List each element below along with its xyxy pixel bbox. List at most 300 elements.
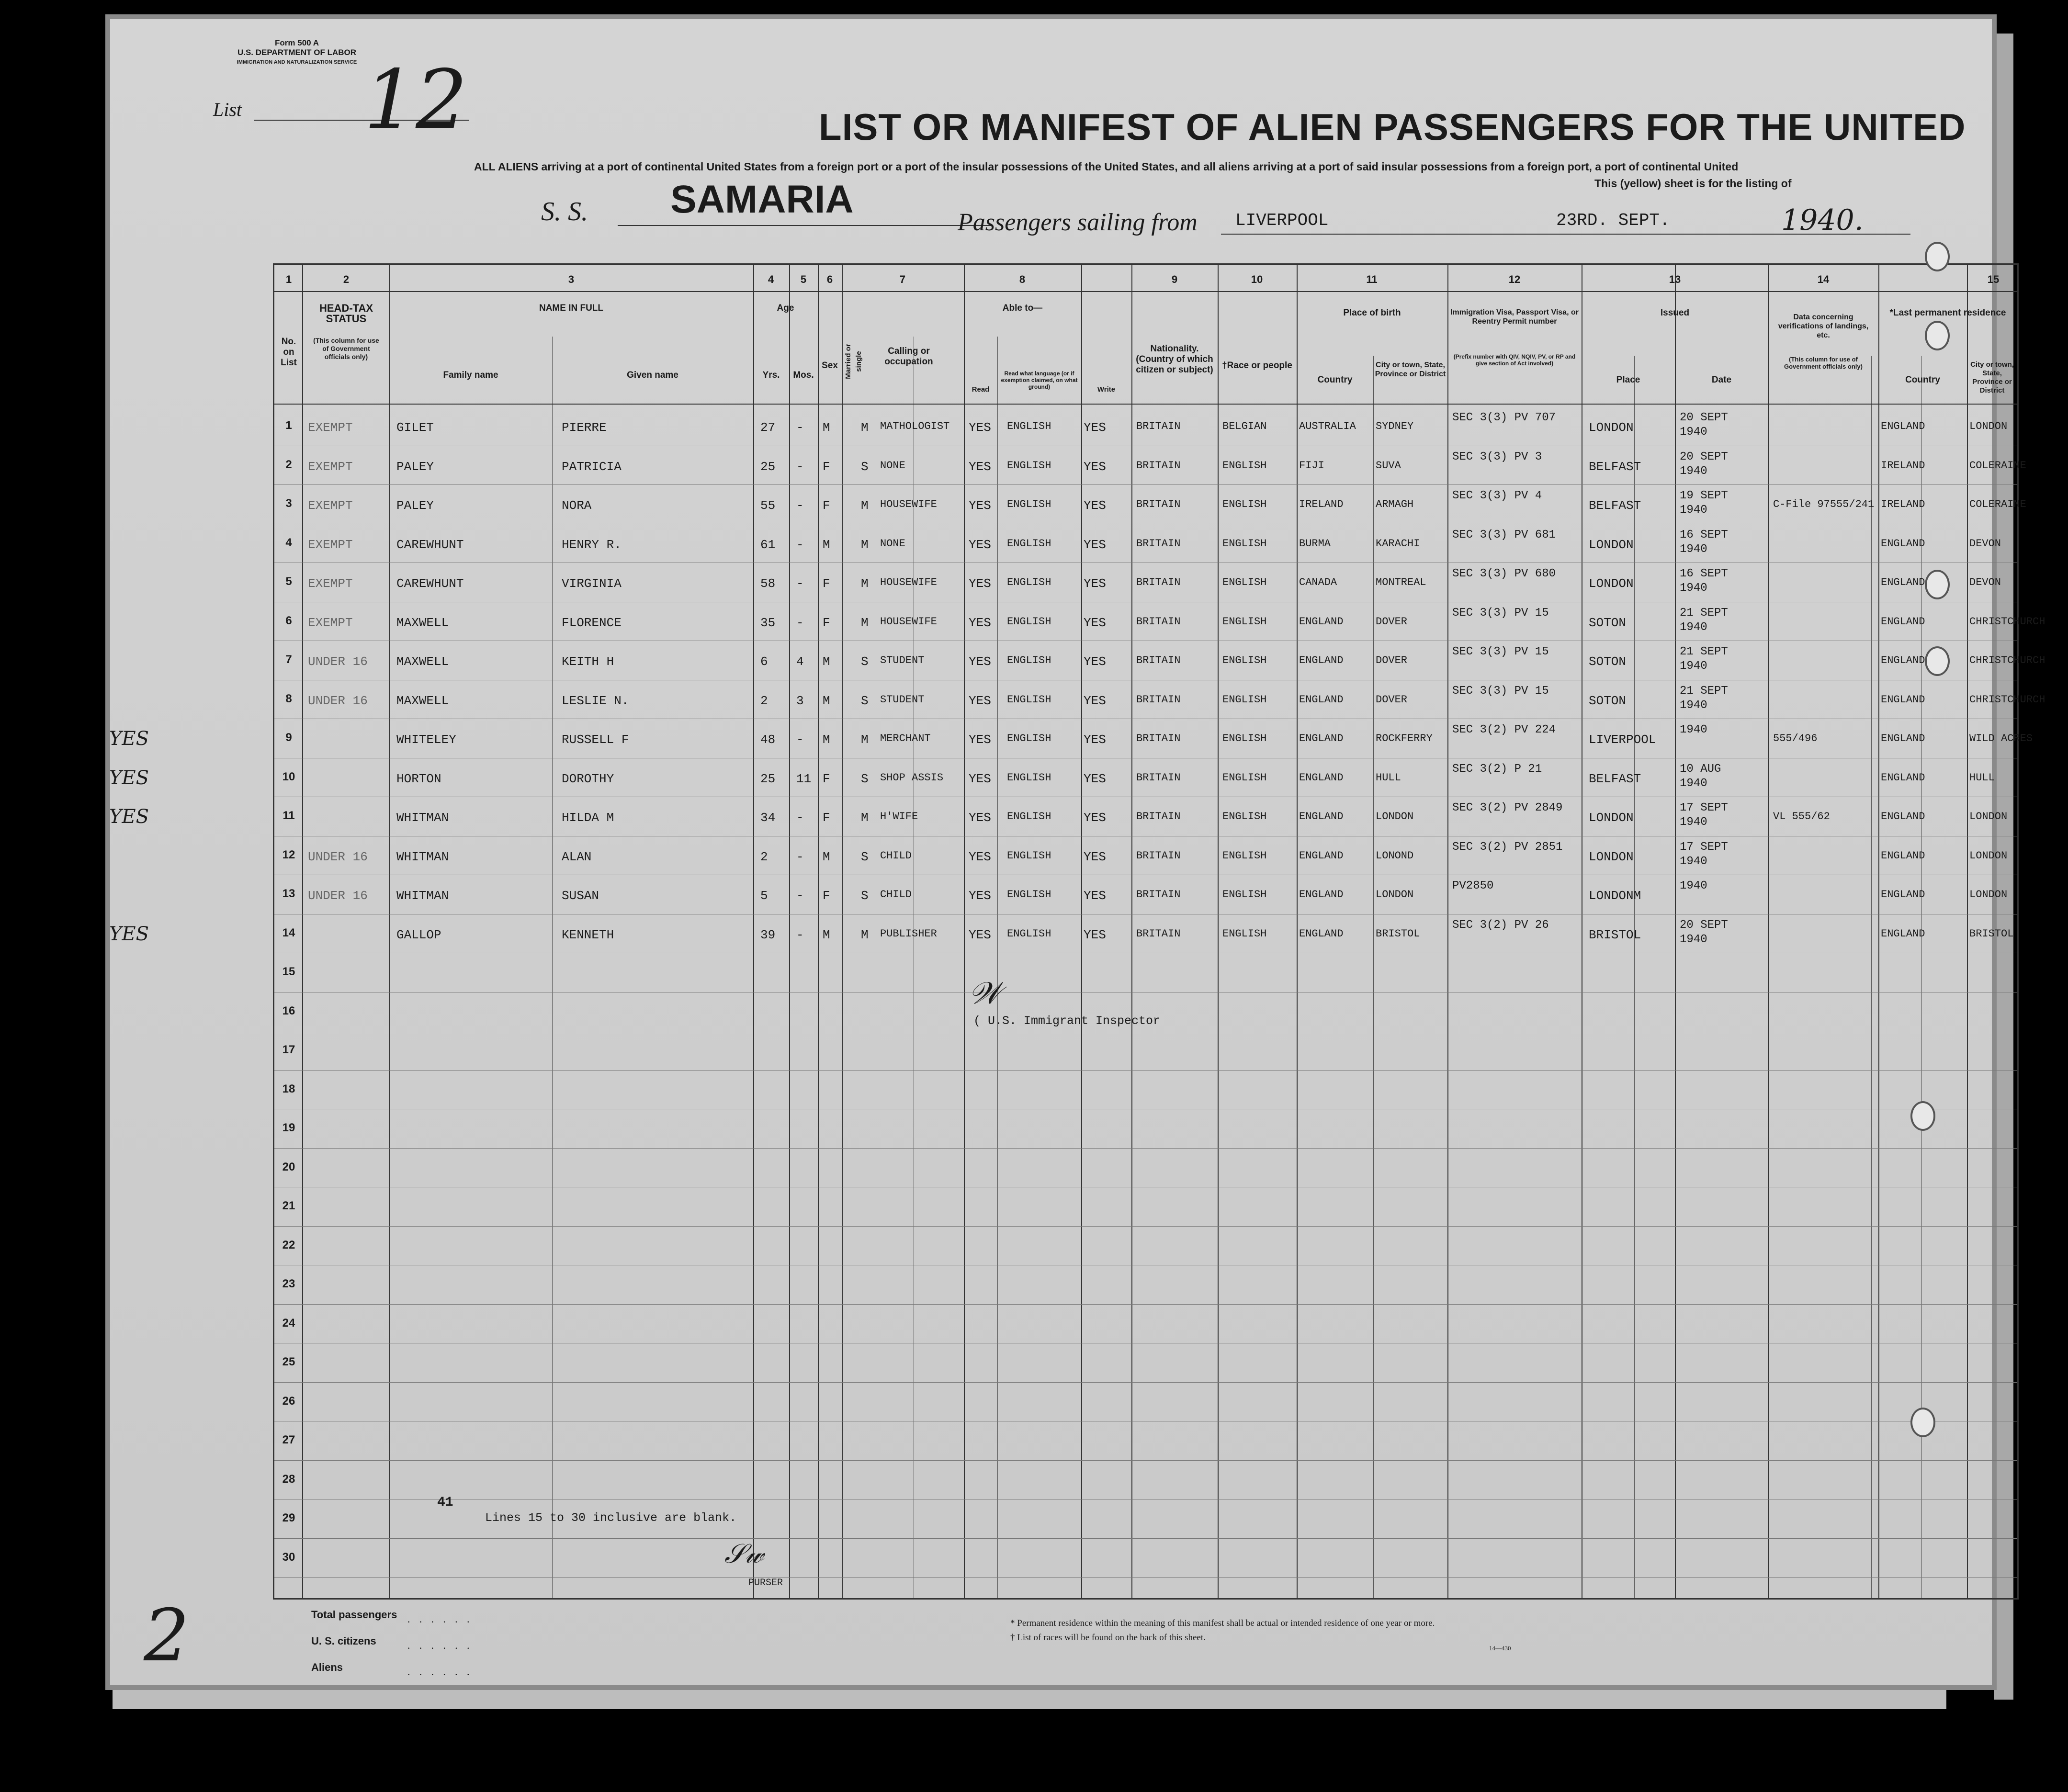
column-number: 12 [1508,273,1521,285]
column-number: 8 [1019,273,1026,285]
occupation-cell: PUBLISHER [880,927,937,940]
issued-date-cell: 16 SEPT 1940 [1680,567,1728,595]
hdr-res-city: City or town, State, Province or District [1970,361,2014,394]
age-years-cell: 6 [760,654,768,669]
residence-city-cell: WILD ACRES [1969,733,2033,744]
read-cell: YES [969,927,991,942]
hdr-res-country: Country [1905,375,1940,385]
birth-country-cell: ENGLAND [1299,889,1344,901]
age-years-cell: 35 [760,615,776,630]
read-cell: YES [969,771,991,786]
hdr-issued-date: Date [1711,375,1732,385]
read-cell: YES [969,498,991,513]
inspector-label: ( U.S. Immigrant Inspector [973,1014,1161,1028]
nationality-cell: BRITAIN [1136,849,1181,862]
given-name-cell: VIRGINIA [562,576,622,591]
visa-cell: SEC 3(3) PV 707 [1452,411,1556,424]
sex-cell: F [823,615,830,630]
hdr-language: Read what language (or if exemption claimed, on what ground) [1001,370,1078,390]
column-number: 3 [568,273,575,285]
sex-cell: F [823,889,830,903]
manifest-sheet [109,19,2045,1685]
write-cell: YES [1084,654,1106,669]
age-years-cell: 61 [760,537,776,552]
age-months-cell: - [796,576,804,591]
residence-city-cell: BRISTOL [1969,927,2014,940]
family-name-cell: WHITMAN [396,849,449,864]
issued-date-cell: 10 AUG 1940 [1680,762,1721,790]
ss-label: S. S. [541,197,588,226]
write-cell: YES [1084,498,1106,513]
birth-country-cell: ENGLAND [1299,693,1344,706]
row-number: 24 [282,1316,295,1330]
issued-place-cell: SOTON [1589,693,1627,708]
residence-country-cell: ENGLAND [1881,537,1925,550]
hdr-calling: Calling or occupation [884,346,933,367]
hdr-mos: Mos. [793,370,814,380]
birth-city-cell: LONOND [1376,849,1414,862]
binder-hole [1925,646,1950,676]
family-name-cell: GILET [396,420,434,435]
write-cell: YES [1084,733,1106,747]
footnote-residence: * Permanent residence within the meaning of this manifest shall be actual or intended residence of one year or more. [1010,1618,1435,1628]
marital-status-cell: M [861,420,869,435]
marital-status-cell: S [861,849,869,864]
read-cell: YES [969,420,991,435]
verification-cell: 555/496 [1773,733,1818,744]
residence-country-cell: ENGLAND [1881,811,1925,823]
sheet-mark: 2 [144,1594,190,1678]
occupation-cell: STUDENT [880,654,925,666]
birth-city-cell: DOVER [1376,693,1408,706]
given-name-cell: HENRY R. [562,537,622,552]
residence-city-cell: LONDON [1969,849,2008,862]
hdr-age: Age [777,303,794,313]
age-months-cell: - [796,849,804,864]
subtitle-line1: ALL ALIENS arriving at a port of continental United States from a foreign port or a port of the insular possessions of the United States, and all aliens arriving at a port of said insular possessions from a foreign port, a port of continental United [474,160,1739,173]
birth-city-cell: ARMAGH [1376,498,1414,510]
row-number: 21 [282,1199,295,1212]
marital-status-cell: M [861,537,869,552]
race-cell: ENGLISH [1222,615,1267,628]
nationality-cell: BRITAIN [1136,459,1181,472]
purser-signature: 𝒮𝓌 [724,1538,764,1569]
row-number: 13 [282,887,295,900]
column-number: 4 [768,273,774,285]
nationality-cell: BRITAIN [1136,420,1181,432]
column-number: 7 [899,273,906,285]
issued-place-cell: LONDON [1589,811,1634,825]
sex-cell: M [823,537,830,552]
birth-country-cell: ENGLAND [1299,771,1344,784]
residence-country-cell: ENGLAND [1881,576,1925,588]
residence-country-cell: ENGLAND [1881,693,1925,706]
family-name-cell: MAXWELL [396,615,449,630]
given-name-cell: HILDA M [562,811,614,825]
hdr-sex: Sex [822,361,838,371]
hdr-issued: Issued [1660,308,1690,318]
issued-date-cell: 20 SEPT 1940 [1680,411,1728,439]
sex-cell: F [823,771,830,786]
headtax-cell: EXEMPT [308,615,353,630]
column-number: 15 [1987,273,2000,285]
occupation-cell: H'WIFE [880,811,918,823]
nationality-cell: BRITAIN [1136,733,1181,744]
residence-country-cell: ENGLAND [1881,927,1925,940]
race-cell: ENGLISH [1222,889,1267,901]
age-months-cell: 3 [796,693,804,708]
row-number: 30 [282,1550,295,1564]
occupation-cell: HOUSEWIFE [880,615,937,628]
visa-cell: SEC 3(3) PV 681 [1452,528,1556,541]
inspector-signature: 𝒲 [969,976,1001,1011]
birth-country-cell: ENGLAND [1299,849,1344,862]
hdr-given-name: Given name [627,370,678,380]
family-name-cell: GALLOP [396,927,441,942]
issued-place-cell: LIVERPOOL [1589,733,1656,747]
visa-cell: PV2850 [1452,879,1494,892]
birth-country-cell: CANADA [1299,576,1337,588]
residence-country-cell: ENGLAND [1881,889,1925,901]
language-cell: ENGLISH [1007,420,1051,432]
birth-country-cell: AUSTRALIA [1299,420,1356,432]
visa-cell: SEC 3(2) PV 2851 [1452,840,1563,854]
nationality-cell: BRITAIN [1136,811,1181,823]
occupation-cell: HOUSEWIFE [880,576,937,588]
birth-city-cell: SYDNEY [1376,420,1414,432]
given-name-cell: ALAN [562,849,592,864]
birth-city-cell: DOVER [1376,615,1408,628]
race-cell: ENGLISH [1222,849,1267,862]
residence-country-cell: ENGLAND [1881,733,1925,744]
issued-date-cell: 21 SEPT 1940 [1680,645,1728,673]
given-name-cell: KEITH H [562,654,614,669]
race-cell: ENGLISH [1222,576,1267,588]
read-cell: YES [969,693,991,708]
write-cell: YES [1084,927,1106,942]
race-cell: ENGLISH [1222,927,1267,940]
family-name-cell: MAXWELL [396,693,449,708]
age-months-cell: - [796,537,804,552]
birth-city-cell: SUVA [1376,459,1401,472]
hdr-headtax: HEAD-TAX STATUS [319,302,373,325]
family-name-cell: WHITMAN [396,811,449,825]
hdr-birth-country: Country [1317,375,1353,385]
binder-hole [1910,1408,1935,1437]
row-number: 5 [285,575,292,588]
sex-cell: M [823,927,830,942]
visa-cell: SEC 3(2) P 21 [1452,762,1542,776]
nationality-cell: BRITAIN [1136,771,1181,784]
citizen-mark: YES [109,923,149,945]
language-cell: ENGLISH [1007,693,1051,706]
tally-count: 41 [437,1495,453,1510]
age-months-cell: - [796,927,804,942]
nationality-cell: BRITAIN [1136,615,1181,628]
occupation-cell: HOUSEWIFE [880,498,937,510]
row-number: 9 [285,731,292,744]
column-number: 14 [1817,273,1830,285]
birth-country-cell: ENGLAND [1299,811,1344,823]
read-cell: YES [969,576,991,591]
hdr-residence: *Last permanent residence [1889,308,2006,318]
race-cell: ENGLISH [1222,693,1267,706]
column-number: 1 [285,273,292,285]
residence-country-cell: IRELAND [1881,459,1925,472]
row-number: 25 [282,1355,295,1368]
hdr-verification: Data concerning verifications of landings, etc. [1778,313,1869,339]
row-number: 6 [285,614,292,627]
headtax-cell: UNDER 16 [308,849,368,864]
age-months-cell: - [796,889,804,903]
birth-country-cell: ENGLAND [1299,615,1344,628]
sailing-year: 1940. [1781,203,1864,237]
total-passengers-label: Total passengers [311,1609,397,1621]
ship-underline [618,225,991,226]
given-name-cell: LESLIE N. [562,693,629,708]
race-cell: BELGIAN [1222,420,1267,432]
race-cell: ENGLISH [1222,733,1267,744]
hdr-write: Write [1097,385,1116,394]
nationality-cell: BRITAIN [1136,927,1181,940]
write-cell: YES [1084,576,1106,591]
write-cell: YES [1084,849,1106,864]
page-edge [113,1685,1946,1709]
issued-date-cell: 19 SEPT 1940 [1680,489,1728,517]
language-cell: ENGLISH [1007,889,1051,901]
residence-country-cell: ENGLAND [1881,849,1925,862]
citizen-mark: YES [109,728,149,750]
marital-status-cell: M [861,811,869,825]
occupation-cell: NONE [880,459,905,472]
visa-cell: SEC 3(2) PV 26 [1452,918,1549,932]
row-number: 7 [285,653,292,666]
language-cell: ENGLISH [1007,733,1051,744]
age-months-cell: - [796,811,804,825]
occupation-cell: CHILD [880,849,912,862]
sex-cell: F [823,576,830,591]
residence-city-cell: DEVON [1969,576,2001,588]
race-cell: ENGLISH [1222,771,1267,784]
ship-name: SAMARIA [670,178,854,221]
issued-place-cell: SOTON [1589,654,1627,669]
row-number: 28 [282,1472,295,1486]
age-years-cell: 34 [760,811,776,825]
row-number: 4 [285,536,292,549]
residence-city-cell: LONDON [1969,811,2008,823]
column-number: 5 [800,273,807,285]
family-name-cell: CAREWHUNT [396,576,464,591]
occupation-cell: CHILD [880,889,912,901]
issued-place-cell: LONDONM [1589,889,1641,903]
department: U.S. DEPARTMENT OF LABOR [237,48,357,57]
port-of-departure: LIVERPOOL [1235,211,1329,230]
birth-country-cell: ENGLAND [1299,927,1344,940]
row-number: 26 [282,1394,295,1408]
issued-place-cell: BELFAST [1589,459,1641,474]
hdr-race: †Race or people [1222,361,1292,371]
birth-city-cell: LONDON [1376,811,1414,823]
given-name-cell: PATRICIA [562,459,622,474]
row-number: 10 [282,770,295,783]
sex-cell: M [823,420,830,435]
birth-country-cell: IRELAND [1299,498,1344,510]
nationality-cell: BRITAIN [1136,654,1181,666]
headtax-cell: EXEMPT [308,537,353,552]
occupation-cell: MATHOLOGIST [880,420,950,432]
verification-cell: VL 555/62 [1773,811,1830,823]
issued-date-cell: 20 SEPT 1940 [1680,450,1728,478]
issued-place-cell: BELFAST [1589,498,1641,513]
marital-status-cell: S [861,889,869,903]
list-number: 12 [364,53,468,147]
read-cell: YES [969,537,991,552]
read-cell: YES [969,654,991,669]
language-cell: ENGLISH [1007,927,1051,940]
age-years-cell: 5 [760,889,768,903]
residence-city-cell: CHRISTCHURCH [1969,654,2045,666]
age-years-cell: 55 [760,498,776,513]
write-cell: YES [1084,420,1106,435]
hdr-married: Married or single [844,344,863,379]
language-cell: ENGLISH [1007,576,1051,588]
birth-country-cell: BURMA [1299,537,1331,550]
sex-cell: F [823,811,830,825]
occupation-cell: SHOP ASSIS [880,771,944,784]
age-months-cell: - [796,733,804,747]
form-number: Form 500 A [275,38,319,47]
row-number: 29 [282,1511,295,1524]
residence-city-cell: LONDON [1969,889,2008,901]
family-name-cell: HORTON [396,771,441,786]
row-number: 11 [283,809,295,822]
headtax-cell: EXEMPT [308,420,353,435]
nationality-cell: BRITAIN [1136,693,1181,706]
given-name-cell: KENNETH [562,927,614,942]
headtax-cell: EXEMPT [308,576,353,591]
verification-cell: C-File 97555/241 [1773,498,1875,510]
residence-city-cell: COLERAINE [1969,459,2026,472]
birth-city-cell: LONDON [1376,889,1414,901]
marital-status-cell: M [861,733,869,747]
given-name-cell: FLORENCE [562,615,622,630]
binder-hole [1925,242,1950,271]
residence-city-cell: CHRISTCHURCH [1969,693,2045,706]
residence-city-cell: CHRISTCHURCH [1969,615,2045,628]
family-name-cell: CAREWHUNT [396,537,464,552]
sex-cell: M [823,849,830,864]
issued-place-cell: BRISTOL [1589,927,1641,942]
marital-status-cell: M [861,498,869,513]
nationality-cell: BRITAIN [1136,889,1181,901]
hdr-visa: Immigration Visa, Passport Visa, or Reentry Permit number [1450,308,1579,326]
age-years-cell: 2 [760,693,768,708]
age-years-cell: 58 [760,576,776,591]
language-cell: ENGLISH [1007,654,1051,666]
headtax-cell: UNDER 16 [308,889,368,903]
issued-place-cell: LONDON [1589,576,1634,591]
column-number: 6 [826,273,833,285]
age-months-cell: 11 [796,771,812,786]
write-cell: YES [1084,889,1106,903]
given-name-cell: PIERRE [562,420,607,435]
sex-cell: M [823,693,830,708]
nationality-cell: BRITAIN [1136,498,1181,510]
age-years-cell: 27 [760,420,776,435]
marital-status-cell: M [861,615,869,630]
birth-city-cell: KARACHI [1376,537,1420,550]
binder-hole [1925,321,1950,350]
write-cell: YES [1084,615,1106,630]
marital-status-cell: M [861,927,869,942]
sex-cell: F [823,459,830,474]
write-cell: YES [1084,537,1106,552]
residence-city-cell: LONDON [1969,420,2008,432]
residence-country-cell: IRELAND [1881,498,1925,510]
sex-cell: F [823,498,830,513]
hdr-verification-note: (This column for use of Government officials only) [1784,356,1863,370]
age-years-cell: 25 [760,771,776,786]
family-name-cell: PALEY [396,459,434,474]
age-months-cell: - [796,498,804,513]
issued-place-cell: LONDON [1589,537,1634,552]
row-number: 14 [282,926,295,939]
visa-cell: SEC 3(3) PV 3 [1452,450,1542,463]
visa-cell: SEC 3(3) PV 15 [1452,684,1549,698]
issued-place-cell: LONDON [1589,420,1634,435]
birth-city-cell: MONTREAL [1376,576,1426,588]
row-number: 22 [282,1238,295,1251]
hdr-visa-note: (Prefix number with QIV, NQIV, PV, or RP and give section of Act involved) [1453,353,1576,367]
row-number: 8 [285,692,292,705]
issued-date-cell: 16 SEPT 1940 [1680,528,1728,556]
issued-date-cell: 1940 [1680,723,1707,736]
age-years-cell: 25 [760,459,776,474]
row-number: 12 [282,848,295,861]
residence-country-cell: ENGLAND [1881,615,1925,628]
write-cell: YES [1084,811,1106,825]
citizen-mark: YES [109,766,149,789]
occupation-cell: NONE [880,537,905,550]
visa-cell: SEC 3(3) PV 15 [1452,606,1549,620]
age-months-cell: - [796,615,804,630]
family-name-cell: PALEY [396,498,434,513]
hdr-issued-place: Place [1616,375,1640,385]
us-citizens-label: U. S. citizens [311,1635,376,1647]
aliens-label: Aliens [311,1661,343,1673]
occupation-cell: MERCHANT [880,733,931,744]
list-label: List [213,99,242,120]
headtax-cell: EXEMPT [308,498,353,513]
read-cell: YES [969,615,991,630]
row-number: 1 [285,419,292,432]
binder-hole [1910,1101,1935,1131]
birth-country-cell: FIJI [1299,459,1324,472]
row-number: 23 [282,1277,295,1290]
subtitle-line2: This (yellow) sheet is for the listing of [1594,177,1792,190]
age-years-cell: 39 [760,927,776,942]
row-number: 19 [282,1121,295,1134]
hdr-place-of-birth: Place of birth [1343,308,1401,318]
marital-status-cell: S [861,654,869,669]
visa-cell: SEC 3(2) PV 2849 [1452,801,1563,814]
issued-date-cell: 20 SEPT 1940 [1680,918,1728,946]
age-years-cell: 48 [760,733,776,747]
residence-country-cell: ENGLAND [1881,420,1925,432]
race-cell: ENGLISH [1222,459,1267,472]
binder-hole [1925,570,1950,599]
birth-city-cell: ROCKFERRY [1376,733,1433,744]
